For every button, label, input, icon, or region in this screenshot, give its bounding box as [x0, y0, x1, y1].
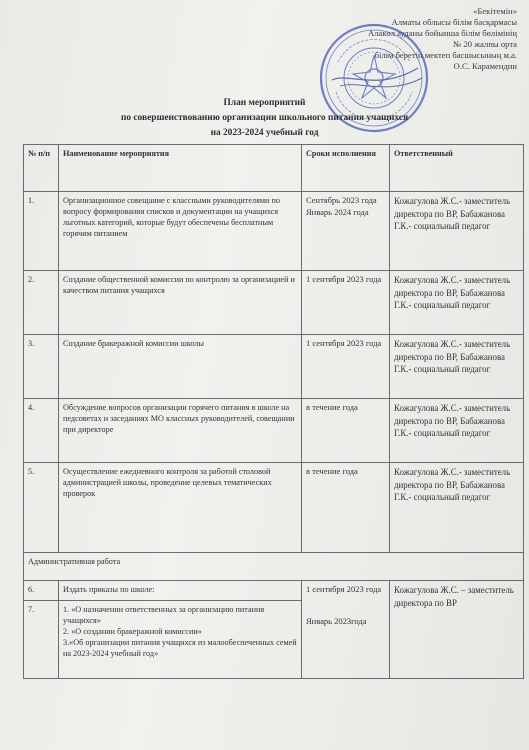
title-line: по совершенствованию организации школьного питания учащихся: [120, 113, 409, 123]
approval-line: білім беретін мектеп басшысының м.а.: [374, 50, 517, 60]
row-term: 1 сентября 2023 года: [302, 271, 390, 335]
row-num: 1.: [24, 192, 59, 271]
plan-table: [23, 144, 524, 679]
row-name: Создание общественной комиссии по контролю за организацией и качеством питания учащихся: [59, 271, 302, 335]
row-term: в течение года: [302, 399, 390, 463]
table-header-row: [24, 145, 524, 192]
row-resp: Кожагулова Ж.С.- заместитель директора по ВР, Бабажанова Г.К.- социальный педагог: [390, 463, 524, 553]
approval-line: № 20 жалпы орта: [453, 39, 517, 49]
table-row: [24, 335, 524, 399]
row-num: 5.: [24, 463, 59, 553]
header-num: № п/п: [24, 145, 59, 192]
header-name: Наименование мероприятия: [59, 145, 302, 192]
table-row: [24, 192, 524, 271]
row-term: Сентябрь 2023 года Январь 2024 года: [302, 192, 390, 271]
approval-line: Алматы облысы білім басқармасы: [391, 17, 517, 27]
row-name: Организационное совещание с классными руководителями по вопросу формирования списков и документации на учащихся льготных категорий, которые будут обеспечены бесплатным горячим питанием: [59, 192, 302, 271]
term-start: 1 сентября 2023 года: [306, 584, 382, 594]
order-item: 2. «О создании бракеражной комиссии»: [63, 627, 202, 636]
row-resp: Кожагулова Ж.С.- заместитель директора по ВР, Бабажанова Г.К.- социальный педагог: [390, 399, 524, 463]
approval-line: «Бекітемін»: [473, 6, 517, 16]
row-num: 7.: [24, 601, 59, 679]
title-line: на 2023-2024 учебный год: [210, 128, 319, 138]
row-num: 3.: [24, 335, 59, 399]
row-resp: Кожагулова Ж.С.- заместитель директора по ВР, Бабажанова Г.К.- социальный педагог: [390, 335, 524, 399]
header-resp: Ответственный: [390, 145, 524, 192]
term-january: Январь 2023года: [306, 615, 367, 626]
row-num: 2.: [24, 271, 59, 335]
table-row: [24, 271, 524, 335]
section-row: [24, 553, 524, 581]
order-item: 3.«Об организации питания учащихся из малообеспеченных семей на 2023-2024 учебный год»: [63, 638, 297, 658]
merged-term-cell: [302, 581, 390, 679]
approval-signatory: О.С. Карамендин: [453, 61, 517, 71]
header-term: Сроки исполнения: [302, 145, 390, 192]
row-name: Обсуждение вопросов организации горячего питания в школе на педсоветах и заседаниях МО классных руководителей, совещании при директоре: [59, 399, 302, 463]
row-name: Осуществление ежедневного контроля за работой столовой администрацией школы, проведение целевых тематических проверок: [59, 463, 302, 553]
merged-resp-cell: Кожагулова Ж.С. – заместитель директора по ВР: [390, 581, 524, 679]
section-title: Административная работа: [24, 553, 524, 581]
row-term: в течение года: [302, 463, 390, 553]
title-line: План мероприятий: [223, 98, 306, 108]
row-num: 4.: [24, 399, 59, 463]
row-name: Создание бракеражной комиссии школы: [59, 335, 302, 399]
table-row: [24, 463, 524, 553]
document-title: [0, 96, 529, 141]
row-term: 1 сентября 2023 года: [302, 335, 390, 399]
term-gap: [306, 596, 385, 616]
row-num: 6.: [24, 581, 59, 601]
table-row: [24, 399, 524, 463]
row-name: Издать приказы по школе:: [59, 581, 302, 601]
row-resp: Кожагулова Ж.С.- заместитель директора по ВР, Бабажанова Г.К.- социальный педагог: [390, 192, 524, 271]
row-resp: Кожагулова Ж.С.- заместитель директора по ВР, Бабажанова Г.К.- социальный педагог: [390, 271, 524, 335]
table-row: [24, 581, 524, 601]
order-item: 1. «О назначении ответственных за организацию питания учащихся»: [63, 605, 265, 625]
approval-line: Алакөл ауданы бойынша білім бөлімінің: [367, 28, 517, 38]
orders-list: [59, 601, 302, 679]
